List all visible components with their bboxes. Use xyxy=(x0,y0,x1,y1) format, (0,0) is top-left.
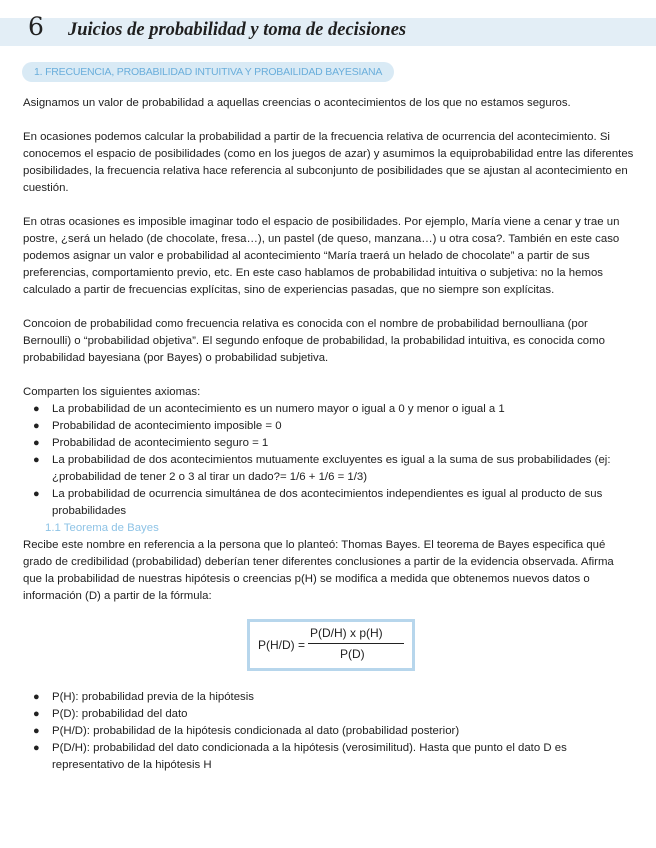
bayes-formula-box xyxy=(247,619,415,671)
definitions-list xyxy=(23,689,635,774)
bullet-icon: ● xyxy=(33,403,40,415)
list-item: ● P(D/H): probabilidad del dato condicionada a la hipótesis (verosimilitud). Hasta que punto el dato D es representativo de la hipótesis H xyxy=(33,742,567,771)
list-item: ● La probabilidad de ocurrencia simultánea de dos acontecimientos independientes es igual al producto de sus probabilidades xyxy=(33,488,603,517)
axioms-list xyxy=(23,401,635,520)
chapter-title: Juicios de probabilidad y toma de decisiones xyxy=(68,20,407,40)
fraction-bar xyxy=(308,643,404,644)
paragraph-intuitive: En otras ocasiones es imposible imaginar todo el espacio de posibilidades. Por ejemplo, María viene a cenar y trae un postre, ¿será un helado (de chocolate, fresa…), un pastel (de queso, manzana…) u otra cosa?. También en este caso podemos asignar un valor e probabilidad al acontecimiento “María traerá un helado de chocolate” a partir de sus preferencias, comportamiento previo, etc. En este caso hablamos de probabilidad intuitiva o subjetiva: no la hemos calculado a partir de frecuencias explícitas, sino de experiencias pasadas, que no siempre son explícitas. xyxy=(23,216,620,296)
document-body xyxy=(23,95,635,774)
list-item: ● La probabilidad de un acontecimiento es un numero mayor o igual a 0 y menor o igual a 1 xyxy=(23,401,635,418)
section-heading: 1. FRECUENCIA, PROBABILIDAD INTUITIVA Y PROBAILIDAD BAYESIANA xyxy=(22,62,394,82)
list-item: ● P(H/D): probabilidad de la hipótesis condicionada al dato (probabilidad posterior) xyxy=(23,723,635,740)
chapter-number: 6 xyxy=(28,12,44,41)
list-item: ● Probabilidad de acontecimiento imposible = 0 xyxy=(23,418,635,435)
formula-numerator: P(D/H) x p(H) xyxy=(310,626,383,640)
paragraph-frequency: En ocasiones podemos calcular la probabilidad a partir de la frecuencia relativa de ocurrencia del acontecimiento. Si conocemos el espacio de posibilidades (como en los juegos de azar) y asumimos la equiprobabilidad entre las diferentes posibilidades, la frecuencia relativa hace referencia al subconjunto de posibilidades que se ajustan al acontecimiento en cuestión. xyxy=(23,131,634,194)
bullet-icon: ● xyxy=(33,742,40,754)
bullet-icon: ● xyxy=(33,420,40,432)
bullet-icon: ● xyxy=(33,437,40,449)
bullet-icon: ● xyxy=(33,708,40,720)
formula-lhs: P(H/D) = xyxy=(258,638,306,652)
formula-area xyxy=(23,611,635,683)
list-item: ● La probabilidad de dos acontecimientos mutuamente excluyentes es igual a la suma de sus probabilidades (ej: ¿probabilidad de tener 2 o 3 al tirar un dado?= 1/6 + 1/6 = 1/3) xyxy=(33,454,611,483)
list-item: ● P(H): probabilidad previa de la hipótesis xyxy=(23,689,635,706)
bullet-icon: ● xyxy=(33,454,40,466)
subsection-title: 1.1 Teorema de Bayes xyxy=(45,522,159,534)
formula-denominator: P(D) xyxy=(340,647,365,661)
list-item: ● P(D): probabilidad del dato xyxy=(23,706,635,723)
axioms-intro: Comparten los siguientes axiomas: xyxy=(23,386,201,398)
paragraph-bayes: Recibe este nombre en referencia a la persona que lo planteó: Thomas Bayes. El teorema de Bayes especifica qué grado de credibilidad (probabilidad) deberían tener diferentes conclusiones a partir de la evidencia observada. Afirma que la probabilidad de nuestras hipótesis o creencias p(H) se modifica a medida que obtenemos nuevos datos o información (D) a partir de la fórmula: xyxy=(23,539,614,602)
bullet-icon: ● xyxy=(33,691,40,703)
list-item: ● Probabilidad de acontecimiento seguro = 1 xyxy=(23,435,635,452)
bullet-icon: ● xyxy=(33,725,40,737)
bullet-icon: ● xyxy=(33,488,40,500)
paragraph-bayesian: Concoion de probabilidad como frecuencia relativa es conocida con el nombre de probabilidad bernoulliana (por Bernoulli) o “probabilidad objetiva”. El segundo enfoque de probabilidad, la probabilidad intuitiva, es conocida como probabilidad bayesiana (por Bayes) o probabilidad subjetiva. xyxy=(23,318,605,364)
paragraph-intro: Asignamos un valor de probabilidad a aquellas creencias o acontecimientos de los que no estamos seguros. xyxy=(23,97,571,109)
